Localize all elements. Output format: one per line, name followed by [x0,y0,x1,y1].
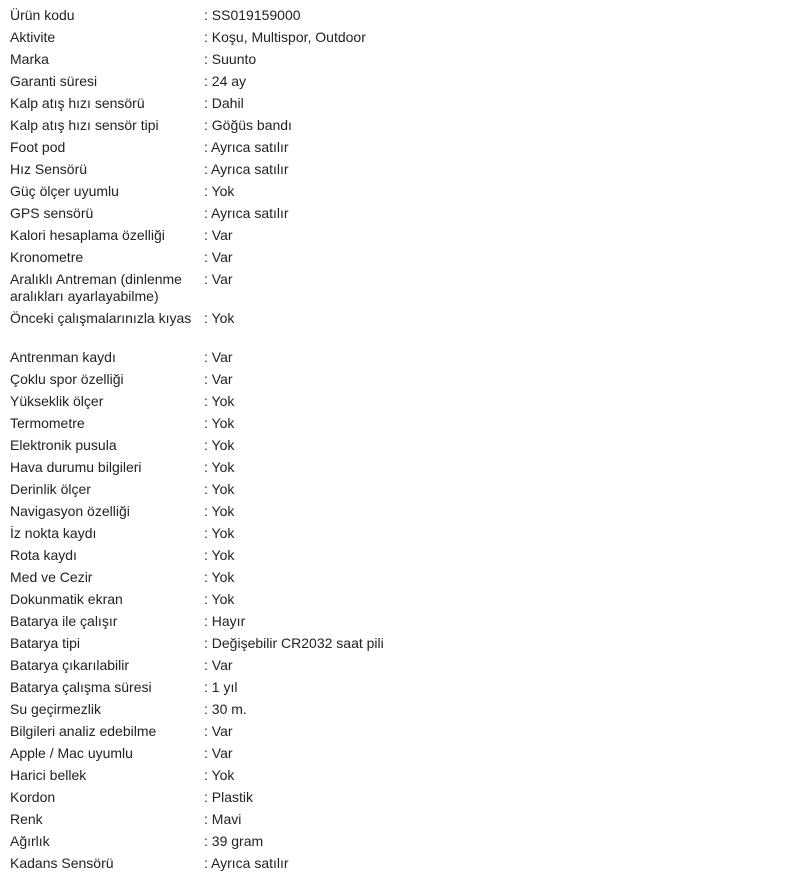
spec-label: Dokunmatik ekran [10,591,123,607]
spec-row [10,346,790,368]
spec-row [10,26,790,48]
spec-value: : Değişebilir CR2032 saat pili [204,635,384,651]
spec-value: : Ayrıca satılır [204,161,289,177]
spec-value: : Yok [204,525,235,541]
spec-value: : Var [204,723,233,739]
spec-value: : Var [204,271,233,287]
spec-value: : Hayır [204,613,246,629]
spec-label: Antrenman kaydı [10,349,116,365]
spec-row [10,478,790,500]
spec-value: : Plastik [204,789,254,805]
spec-label: GPS sensörü [10,205,94,221]
spec-value: : Yok [204,437,235,453]
spec-row [10,566,790,588]
spec-row [10,786,790,808]
spec-table [10,4,790,874]
spec-value: : Yok [204,459,235,475]
spec-value: : 24 ay [204,73,247,89]
spec-row [10,830,790,852]
spec-row [10,434,790,456]
spec-label: Derinlik ölçer [10,481,91,497]
spec-label: Kronometre [10,249,84,265]
spec-label: Elektronik pusula [10,437,117,453]
spec-value: : Var [204,249,233,265]
spec-row [10,224,790,246]
spec-label: Batarya çalışma süresi [10,679,152,695]
spec-value: : Yok [204,569,235,585]
spec-value: : Yok [204,481,235,497]
spec-value: : Yok [204,547,235,563]
spec-label: Batarya tipi [10,635,81,651]
spec-label: Batarya ile çalışır [10,613,118,629]
spec-value: : Yok [204,767,235,783]
spec-row [10,158,790,180]
spec-label: Termometre [10,415,85,431]
spec-label: Önceki çalışmalarınızla kıyas [10,310,192,326]
spec-value: : 1 yıl [204,679,238,695]
spec-value: : Suunto [204,51,257,67]
spec-row [10,588,790,610]
spec-label: Güç ölçer uyumlu [10,183,119,199]
spec-row [10,610,790,632]
spec-value: : Yok [204,503,235,519]
spec-value: : Mavi [204,811,242,827]
spec-value: : 39 gram [204,833,264,849]
spec-value: : Yok [204,415,235,431]
spec-label: Garanti süresi [10,73,98,89]
spec-label: Marka [10,51,49,67]
spec-value: : Ayrıca satılır [204,855,289,871]
spec-row [10,202,790,224]
spec-label: Çoklu spor özelliği [10,371,124,387]
spec-label: İz nokta kaydı [10,525,97,541]
spec-row [10,500,790,522]
spec-row [10,180,790,202]
spec-row [10,246,790,268]
spec-row [10,654,790,676]
spec-value: : Var [204,371,233,387]
spec-label: Kordon [10,789,56,805]
spec-row [10,544,790,566]
spec-value: : Var [204,349,233,365]
spec-row [10,632,790,654]
spec-label: Harici bellek [10,767,87,783]
spec-row [10,4,790,26]
spec-row [10,136,790,158]
spec-row [10,742,790,764]
spec-row [10,698,790,720]
spec-row [10,764,790,786]
spec-label: Foot pod [10,139,66,155]
spec-label: Aktivite [10,29,56,45]
spec-label: Med ve Cezir [10,569,93,585]
spec-label: Kalori hesaplama özelliği [10,227,165,243]
spec-value: : Ayrıca satılır [204,205,289,221]
spec-row [10,390,790,412]
spec-value: : SS019159000 [204,7,301,23]
spec-label: Ağırlık [10,833,50,849]
spec-value: : 30 m. [204,701,247,717]
spec-row [10,456,790,478]
spec-value: : Göğüs bandı [204,117,292,133]
spec-row [10,307,790,346]
spec-label: Navigasyon özelliği [10,503,130,519]
spec-row [10,268,790,307]
spec-label: Ürün kodu [10,7,75,23]
spec-label: Su geçirmezlik [10,701,102,717]
spec-row [10,70,790,92]
spec-row [10,412,790,434]
spec-label: Batarya çıkarılabilir [10,657,130,673]
spec-label: Rota kaydı [10,547,77,563]
spec-row [10,368,790,390]
spec-value: : Dahil [204,95,244,111]
spec-row [10,92,790,114]
spec-row [10,852,790,874]
spec-label: Yükseklik ölçer [10,393,104,409]
spec-label: Kalp atış hızı sensör tipi [10,117,159,133]
spec-value: : Yok [204,310,235,326]
spec-value: : Koşu, Multispor, Outdoor [204,29,366,45]
spec-label: Apple / Mac uyumlu [10,745,133,761]
spec-value: : Var [204,227,233,243]
spec-row [10,522,790,544]
spec-value: : Var [204,745,233,761]
spec-label: Kadans Sensörü [10,855,114,871]
spec-value: : Ayrıca satılır [204,139,289,155]
spec-label: Aralıklı Antreman (dinlenme aralıkları ayarlayabilme) [10,271,182,304]
spec-row [10,48,790,70]
spec-label: Hava durumu bilgileri [10,459,142,475]
spec-value: : Var [204,657,233,673]
spec-row [10,676,790,698]
spec-row [10,114,790,136]
spec-label: Kalp atış hızı sensörü [10,95,145,111]
spec-row [10,720,790,742]
spec-value: : Yok [204,591,235,607]
spec-value: : Yok [204,393,235,409]
spec-label: Renk [10,811,43,827]
spec-row [10,808,790,830]
spec-label: Hız Sensörü [10,161,88,177]
spec-label: Bilgileri analiz edebilme [10,723,157,739]
spec-value: : Yok [204,183,235,199]
